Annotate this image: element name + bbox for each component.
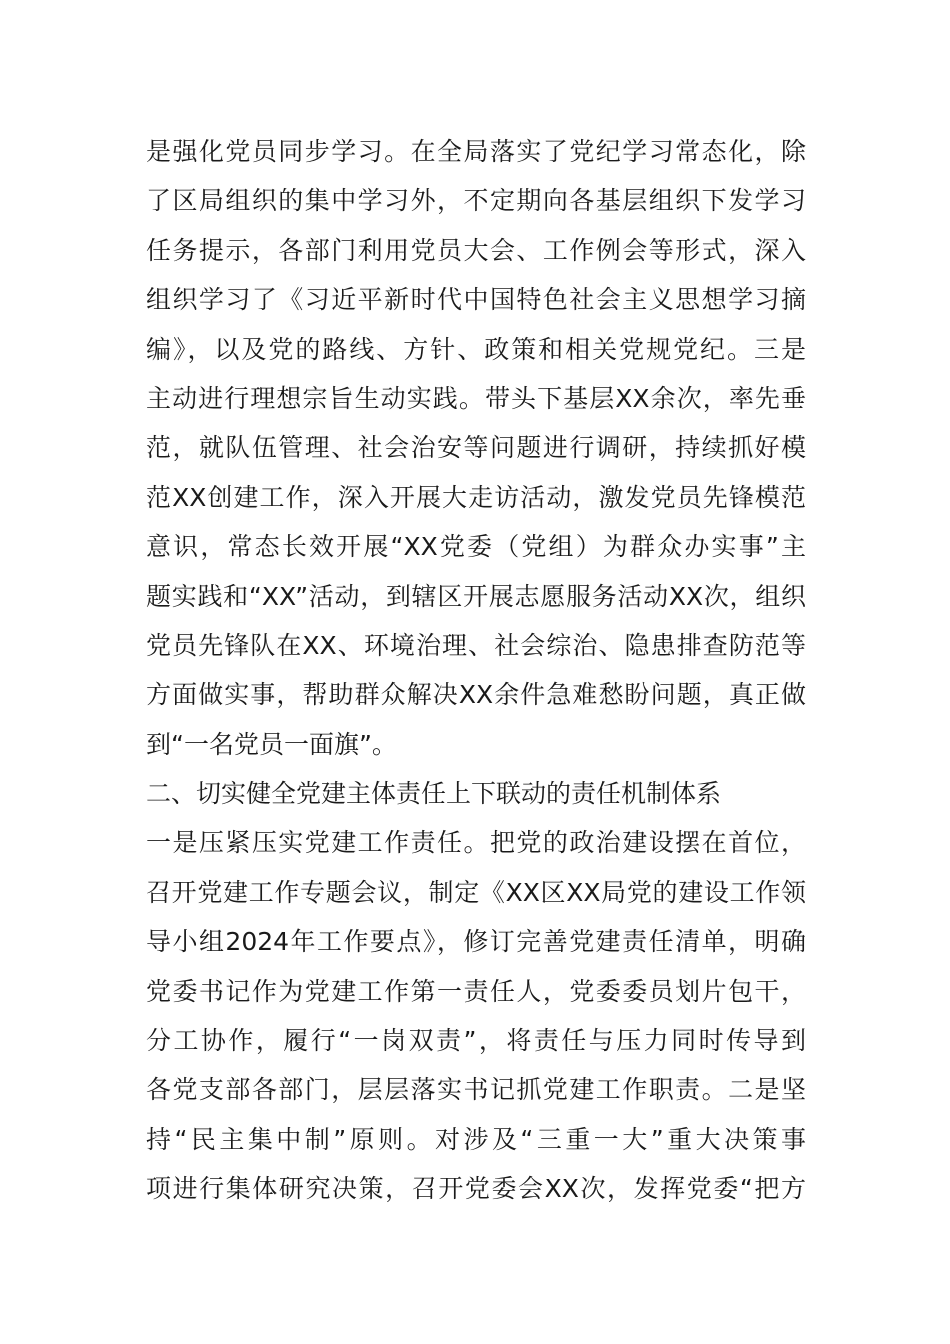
text-line: 意识，常态长效开展“XX党委（党组）为群众办实事”主 — [146, 532, 806, 562]
text-line: 召开党建工作专题会议，制定《XX区XX局党的建设工作领 — [146, 877, 806, 907]
section-heading: 二、切实健全党建主体责任上下联动的责任机制体系 — [146, 779, 722, 809]
text-line: 导小组2024年工作要点》，修订完善党建责任清单，明确 — [146, 927, 806, 957]
text-line: 党员先锋队在XX、环境治理、社会综治、隐患排查防范等 — [146, 630, 806, 660]
text-line: 到“一名党员一面旗”。 — [146, 729, 397, 759]
text-line: 任务提示，各部门利用党员大会、工作例会等形式，深入 — [146, 235, 806, 265]
text-line: 是强化党员同步学习。在全局落实了党纪学习常态化，除 — [146, 137, 806, 166]
text-line: 各党支部各部门，层层落实书记抓党建工作职责。二是坚 — [146, 1075, 806, 1105]
text-line: 主动进行理想宗旨生动实践。带头下基层XX余次，率先垂 — [146, 383, 806, 413]
text-line: 一是压紧压实党建工作责任。把党的政治建设摆在首位， — [146, 828, 806, 858]
text-line: 持“民主集中制”原则。对涉及“三重一大”重大决策事 — [146, 1124, 806, 1154]
text-line: 了区局组织的集中学习外，不定期向各基层组织下发学习 — [146, 186, 806, 216]
text-line: 组织学习了《习近平新时代中国特色社会主义思想学习摘 — [146, 285, 806, 315]
text-line: 范XX创建工作，深入开展大走访活动，激发党员先锋模范 — [146, 482, 806, 512]
text-line: 项进行集体研究决策，召开党委会XX次，发挥党委“把方 — [146, 1174, 806, 1204]
text-line: 范，就队伍管理、社会治安等问题进行调研，持续抓好模 — [146, 433, 806, 463]
text-line: 题实践和“XX”活动，到辖区开展志愿服务活动XX次，组织 — [146, 581, 806, 611]
text-line: 分工协作，履行“一岗双责”，将责任与压力同时传导到 — [146, 1026, 806, 1056]
text-line: 编》，以及党的路线、方针、政策和相关党规党纪。三是 — [146, 334, 806, 364]
document-body — [146, 127, 806, 1214]
text-line: 党委书记作为党建工作第一责任人，党委委员划片包干， — [146, 976, 806, 1006]
text-line: 方面做实事，帮助群众解决XX余件急难愁盼问题，真正做 — [146, 680, 806, 710]
